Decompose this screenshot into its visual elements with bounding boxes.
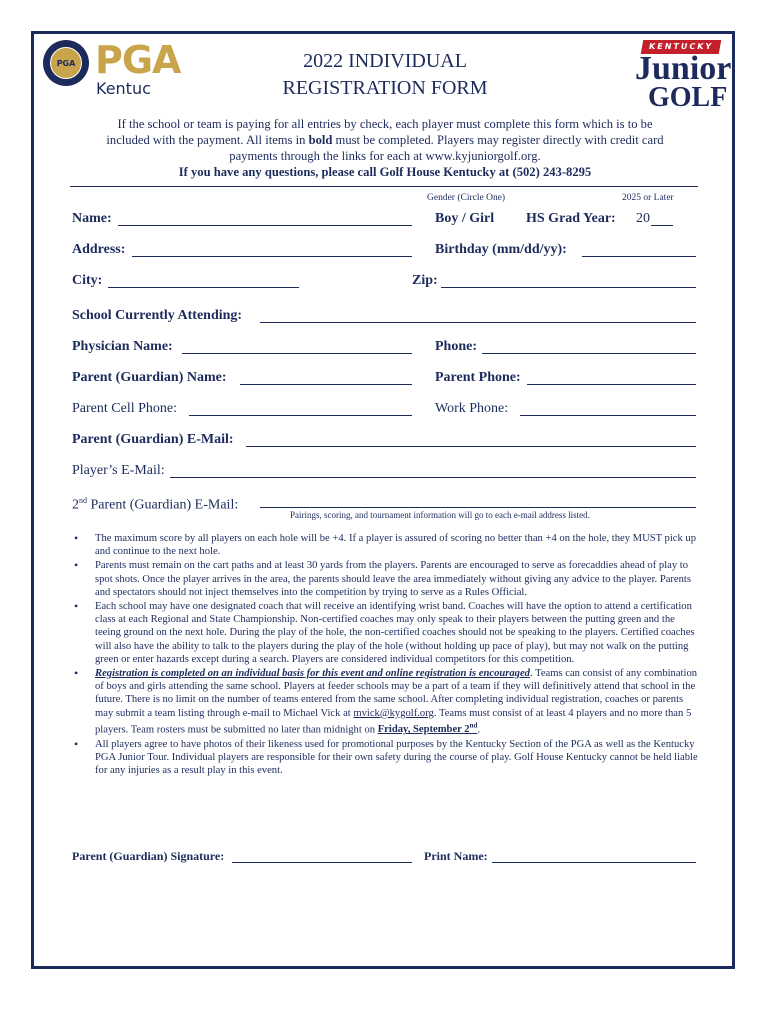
school-field[interactable]: [260, 322, 696, 323]
parent-phone-field[interactable]: [527, 384, 696, 385]
rule-text-a: . Teams can consist of any combination of boys and girls attending the same school. Players at feeder schools may be a part of a team if they will definitively attend that school in the future. There is no limit on the number of teams entered from the same school. After completing individual registration, coaches or parents may submit a team listing through e-mail to Michael Vick at: [95, 668, 698, 719]
name-label: Name:: [72, 211, 112, 226]
header-divider: [70, 186, 698, 187]
title-line-2: REGISTRATION FORM: [282, 77, 488, 99]
intro-contact: If you have any questions, please call Golf House Kentucky at (502) 243-8295: [178, 165, 592, 179]
city-field[interactable]: [108, 287, 299, 288]
address-label: Address:: [72, 242, 126, 257]
gender-options[interactable]: Boy / Girl: [435, 211, 495, 226]
rule-item: • The maximum score by all players on each hole will be +4. If a player is assured of scoring no better than +4 on the hole, they MUST pick up and continue to the next hole.: [70, 532, 698, 558]
physician-field[interactable]: [182, 353, 412, 354]
pga-kentucky-logo: [43, 38, 181, 110]
parent-signature-label: Parent (Guardian) Signature:: [72, 849, 225, 863]
print-name-label: Print Name:: [424, 849, 488, 863]
intro-bold-word: bold: [308, 133, 333, 147]
deadline-date-sup: nd: [469, 721, 478, 730]
zip-label: Zip:: [412, 273, 438, 288]
deadline-date: [377, 721, 481, 736]
parent-cell-field[interactable]: [189, 415, 412, 416]
second-parent-email-label: [72, 492, 238, 515]
rule-item: • Each school may have one designated coach that will receive an identifying wrist band. Coaches will have the option to attend a certification class at each Regional and State Championship. Non-certified coaches may only speak to their players between the putting green and the teeing ground on the next hole. During the play of the hole, the non-certified coaches should not be speaking to the players. Certified coaches will also have the ability to talk to the players during the play of the hole (without holding up pace of play), but may not walk on the putting green or enter hazards except during a search. Players are considered individual competitors for this competition.: [70, 600, 698, 666]
city-label: City:: [72, 273, 103, 288]
form-title: [220, 48, 550, 102]
rule-item: [70, 667, 698, 737]
rule-emphasis: Registration is completed on an individual basis for this event and online registration is encouraged: [95, 668, 530, 680]
title-line-1: 2022 INDIVIDUAL: [303, 50, 467, 72]
rule-item: • Parents must remain on the cart paths and at least 30 yards from the players. Parents are encouraged to serve as forecaddies ahead of play to spot shots. Once the player arrives in the area, the parents should leave the area immediately without giving any advice to the player. Parents and spectators should not inject themselves into the competition by trying to serve as a Rules Official.: [70, 559, 698, 599]
kentucky-junior-golf-logo: [630, 40, 732, 112]
grad-year-prefix: 20: [636, 211, 650, 226]
work-phone-field[interactable]: [520, 415, 696, 416]
second-parent-sup: nd: [79, 496, 87, 505]
parent-name-label: Parent (Guardian) Name:: [72, 370, 227, 385]
rule-text-end: .: [477, 724, 481, 736]
player-email-field[interactable]: [170, 477, 696, 478]
second-parent-num: 2: [72, 497, 79, 513]
grad-year-field[interactable]: [651, 225, 673, 226]
pga-seal-icon: [43, 40, 89, 86]
intro-line-2b: must be completed. Players may register directly with credit card: [332, 133, 664, 147]
email-link[interactable]: mvick@kygolf.org: [353, 707, 434, 719]
email-note: Pairings, scoring, and tournament information will go to each e-mail address listed.: [290, 510, 590, 520]
birthday-label: Birthday (mm/dd/yy):: [435, 242, 567, 257]
rule-item: • All players agree to have photos of their likeness used for promotional purposes by the Kentucky Section of the PGA as well as the Kentucky PGA Junior Tour. Individual players are responsible for their own safety during the course of play. Golf House Kentucky cannot be held liable for any injuries as a result play in this event.: [70, 738, 698, 778]
pga-seal-text: PGA: [50, 47, 82, 79]
name-field[interactable]: [118, 225, 412, 226]
parent-cell-label: Parent Cell Phone:: [72, 401, 177, 416]
parent-email-label: Parent (Guardian) E-Mail:: [72, 432, 234, 447]
pga-logo-sub: Kentuc: [96, 79, 151, 98]
parent-name-field[interactable]: [240, 384, 412, 385]
kentucky-banner: KENTUCKY: [641, 40, 721, 54]
second-parent-email-field[interactable]: [260, 507, 696, 508]
junior-word: Junior: [635, 50, 732, 87]
physician-label: Physician Name:: [72, 339, 173, 354]
address-field[interactable]: [132, 256, 412, 257]
grad-year-hint: 2025 or Later: [622, 193, 674, 203]
grad-year-label: HS Grad Year:: [526, 211, 616, 226]
print-name-field[interactable]: [492, 862, 696, 863]
golf-word: GOLF: [648, 82, 728, 113]
pga-logo-word: PGA: [95, 38, 181, 82]
intro-line-3: payments through the links for each at www.kyjuniorgolf.org.: [229, 149, 541, 163]
player-email-label: Player’s E-Mail:: [72, 463, 165, 478]
intro-line-2a: included with the payment. All items in: [106, 133, 309, 147]
gender-hint: Gender (Circle One): [427, 193, 506, 203]
birthday-field[interactable]: [582, 256, 696, 257]
work-phone-label: Work Phone:: [435, 401, 509, 416]
deadline-date-text: Friday, September 2: [377, 724, 470, 736]
rule-text-b: . Teams must consist of at least 4 players and no more than 5 players. Team rosters must be submitted no later than midnight on: [95, 707, 692, 736]
parent-email-field[interactable]: [246, 446, 696, 447]
phone-field[interactable]: [482, 353, 696, 354]
school-label: School Currently Attending:: [72, 308, 243, 323]
rules-list: [70, 532, 698, 778]
parent-phone-label: Parent Phone:: [435, 370, 521, 385]
intro-line-1: If the school or team is paying for all entries by check, each player must complete this form which is to be: [117, 117, 653, 131]
intro-text: [70, 116, 700, 180]
second-parent-rest: Parent (Guardian) E-Mail:: [87, 497, 239, 513]
intro-line-2: [70, 132, 700, 148]
zip-field[interactable]: [441, 287, 696, 288]
parent-signature-field[interactable]: [232, 862, 412, 863]
phone-label: Phone:: [435, 339, 477, 354]
